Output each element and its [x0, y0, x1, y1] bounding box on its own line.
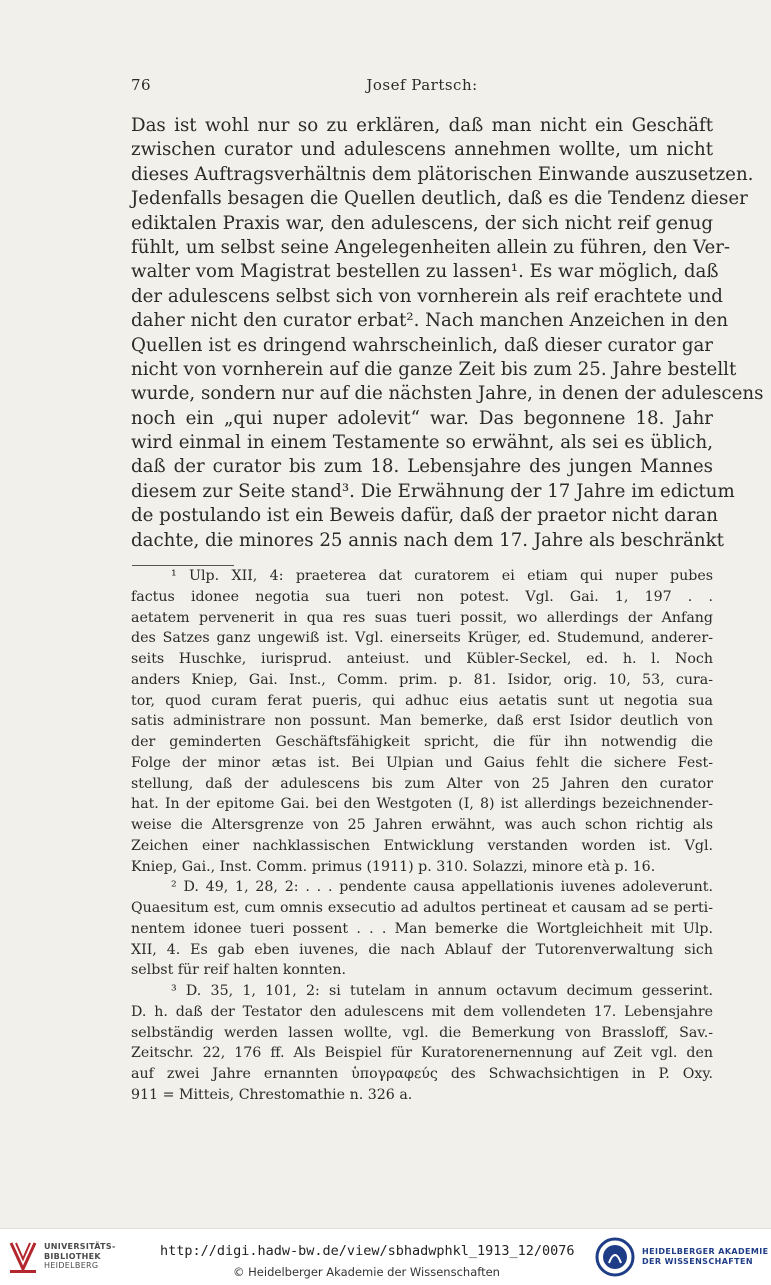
library-name: [44, 1242, 116, 1271]
permalink-url[interactable]: http://digi.hadw-bw.de/view/sbhadwphkl_1913_12/0076: [160, 1243, 575, 1259]
library-name-line: UNIVERSITÄTS-: [44, 1242, 116, 1251]
footnote-2-line: XII, 4. Es gab eben iuvenes, die nach Ablauf der Tutorenverwaltung sich: [131, 941, 713, 958]
body-line: fühlt, um selbst seine Angelegenheiten allein zu führen, den Ver-: [131, 236, 731, 258]
footnote-1-line: des Satzes ganz ungewiß ist. Vgl. einerseits Krüger, ed. Studemund, anderer-: [131, 630, 713, 647]
footnote-1-line: factus idonee negotia sua tueri non potest. Vgl. Gai. 1, 197 . .: [131, 588, 713, 605]
footnote-1-line: ¹ Ulp. XII, 4: praeterea dat curatorem ei etiam qui nuper pubes: [171, 568, 713, 584]
footnote-3-line: D. h. daß der Testator den adulescens mit dem vollendeten 17. Lebensjahre: [131, 1003, 713, 1020]
footnote-1-line: der geminderten Geschäftsfähigkeit spricht, die für ihn notwendig die: [131, 734, 713, 750]
footnote-3-line: Zeitschr. 22, 176 ff. Als Beispiel für Kuratorenernennung auf Zeit vgl. den: [131, 1045, 713, 1062]
body-line: diesem zur Seite stand³. Die Erwähnung der 17 Jahre im edictum: [131, 480, 735, 502]
footnote-2-line: ² D. 49, 1, 28, 2: . . . pendente causa appellationis iuvenes adoleverunt.: [171, 879, 713, 896]
viewer-footer: [0, 1228, 771, 1285]
footnote-1-line: stellung, daß der adulescens bis zum Alter von 25 Jahren den curator: [131, 775, 713, 792]
body-line: dieses Auftragsverhältnis dem plätorischen Einwande auszusetzen.: [131, 163, 754, 185]
footnote-1-line: tor, quod curam ferat pueris, qui adhuc eius aetatis sunt ut negotia sua: [131, 692, 713, 709]
body-line: Jedenfalls besagen die Quellen deutlich, daß es die Tendenz dieser: [131, 188, 748, 210]
body-text: [131, 114, 764, 553]
footnote-3-line: selbständig werden lassen wollte, vgl. die Bemerkung von Brassloff, Sav.-: [131, 1024, 713, 1041]
body-line: dachte, die minores 25 annis nach dem 17. Jahre als beschränkt: [131, 529, 724, 551]
footnote-1-line: Zeichen einer nachklassischen Entwicklung verstanden worden ist. Vgl.: [131, 837, 713, 854]
footnote-3-line: 911 = Mitteis, Chrestomathie n. 326 a.: [131, 1086, 413, 1103]
body-line: zwischen curator und adulescens annehmen wollte, um nicht: [131, 139, 713, 161]
footnote-3-line: ³ D. 35, 1, 101, 2: si tutelam in annum octavum decimum gesserint.: [171, 983, 713, 999]
body-line: daß der curator bis zum 18. Lebensjahre des jungen Mannes: [131, 456, 713, 478]
footnote-1-line: weise die Altersgrenze von 25 Jahren erwähnt, was auch schon richtig als: [131, 817, 713, 833]
academy-name-line: DER WISSENSCHAFTEN: [642, 1257, 753, 1266]
footnote-1-line: Folge der minor ætas ist. Bei Ulpian und Gaius fehlt die sichere Fest-: [131, 754, 713, 771]
footnote-1-line: Kniep, Gai., Inst. Comm. primus (1911) p. 310. Solazzi, minore età p. 16.: [131, 858, 656, 875]
page-header: [131, 76, 713, 98]
running-title: Josef Partsch:: [366, 76, 478, 94]
footnotes: [131, 566, 713, 1106]
academy-seal-icon[interactable]: [595, 1237, 635, 1277]
footnote-2-line: Quaesitum est, cum omnis exsecutio ad adultos pertineat et causam ad se perti-: [131, 900, 713, 916]
body-line: der adulescens selbst sich von vornherein als reif erachtete und: [131, 285, 723, 307]
footnote-1-line: hat. In der epitome Gai. bei den Westgoten (I, 8) ist allerdings bezeichnender-: [131, 796, 713, 813]
footnote-1-line: seits Huschke, iurisprud. anteiust. und Kübler-Seckel, ed. h. l. Noch: [131, 651, 713, 667]
footnote-1-line: anders Kniep, Gai. Inst., Comm. prim. p. 81. Isidor, orig. 10, 53, cura-: [131, 671, 713, 688]
body-line: walter vom Magistrat bestellen zu lassen¹. Es war möglich, daß: [131, 261, 719, 283]
library-name-line: BIBLIOTHEK: [44, 1251, 101, 1261]
page-number: 76: [131, 76, 152, 94]
footnote-2-line: nentem idonee tueri possent . . . Man bemerke die Wortgleichheit mit Ulp.: [131, 920, 713, 937]
academy-name: [642, 1247, 769, 1267]
body-line: daher nicht den curator erbat². Nach manchen Anzeichen in den: [131, 310, 729, 332]
footnote-3-line: auf zwei Jahre ernannten ὑπογραφεύς des Schwachsichtigen in P. Oxy.: [131, 1066, 713, 1082]
body-line: nicht von vornherein auf die ganze Zeit bis zum 25. Jahre bestellt: [131, 358, 737, 380]
footnote-2-line: selbst für reif halten konnten.: [131, 962, 346, 979]
body-line: Das ist wohl nur so zu erklären, daß man nicht ein Geschäft: [131, 115, 713, 136]
body-line: noch ein „qui nuper adolevit“ war. Das begonnene 18. Jahr: [131, 407, 713, 429]
body-line: Quellen ist es dringend wahrscheinlich, daß dieser curator gar: [131, 334, 713, 356]
body-line: de postulando ist ein Beweis dafür, daß der praetor nicht daran: [131, 505, 719, 527]
body-line: wurde, sondern nur auf die nächsten Jahre, in denen der adulescens: [131, 383, 764, 405]
body-line: ediktalen Praxis war, den adulescens, der sich nicht reif genug: [131, 212, 713, 234]
footnote-1-line: aetatem pervenerit in qua res suas tueri possit, wo allerdings der Anfang: [131, 609, 713, 626]
library-name-line: HEIDELBERG: [44, 1261, 99, 1270]
copyright-notice: © Heidelberger Akademie der Wissenschaften: [233, 1265, 500, 1279]
academy-name-line: HEIDELBERGER AKADEMIE: [642, 1247, 769, 1256]
university-library-logo-icon[interactable]: [8, 1239, 38, 1275]
body-line: wird einmal in einem Testamente so erwähnt, als sei es üblich,: [131, 432, 713, 454]
footnote-1-line: satis administrare non possunt. Man bemerke, daß erst Isidor deutlich von: [131, 713, 713, 730]
